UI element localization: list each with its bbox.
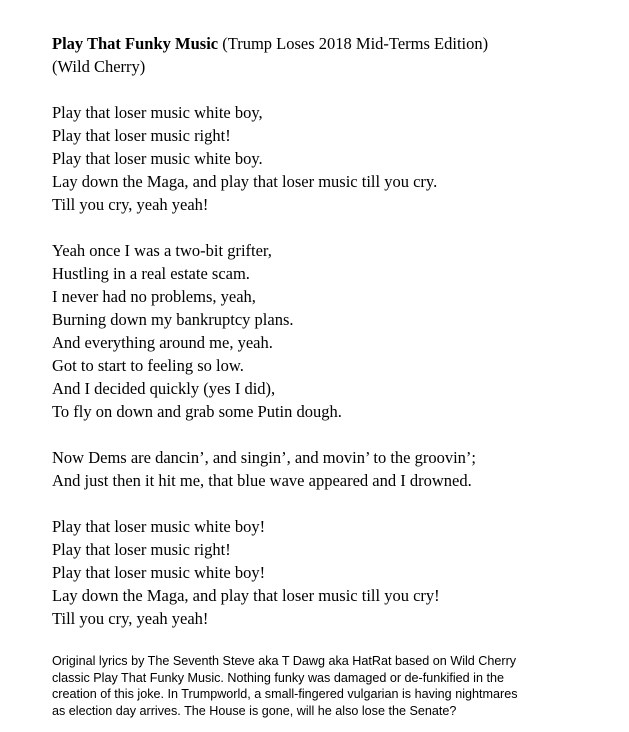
- lyric-line: Play that loser music white boy.: [52, 149, 263, 168]
- note-line: creation of this joke. In Trumpworld, a small-fingered vulgarian is having nightmares: [52, 687, 518, 701]
- song-edition: (Trump Loses 2018 Mid-Terms Edition): [218, 34, 489, 53]
- lyrics-block: [52, 32, 622, 630]
- lyric-line: And just then it hit me, that blue wave appeared and I drowned.: [52, 471, 472, 490]
- note-line: Original lyrics by The Seventh Steve aka T Dawg aka HatRat based on Wild Cherry: [52, 654, 517, 668]
- lyric-line: Play that loser music white boy,: [52, 103, 263, 122]
- lyric-line: Burning down my bankruptcy plans.: [52, 310, 294, 329]
- song-name: Play That Funky Music: [52, 34, 219, 53]
- lyric-line: To fly on down and grab some Putin dough.: [52, 402, 342, 421]
- stanza-2: [52, 239, 622, 423]
- stanza-3: [52, 446, 622, 492]
- attribution-note: [52, 653, 628, 719]
- lyric-line: I never had no problems, yeah,: [52, 287, 256, 306]
- lyric-line: Till you cry, yeah yeah!: [52, 609, 209, 628]
- lyric-line: Lay down the Maga, and play that loser music till you cry!: [52, 586, 440, 605]
- note-line: as election day arrives. The House is gone, will he also lose the Senate?: [52, 703, 457, 718]
- lyric-line: Now Dems are dancin’, and singin’, and movin’ to the groovin’;: [52, 448, 477, 467]
- lyric-line: Lay down the Maga, and play that loser music till you cry.: [52, 172, 438, 191]
- note-line: classic Play That Funky Music. Nothing funky was damaged or de-funkified in the: [52, 670, 504, 685]
- lyric-line: Yeah once I was a two-bit grifter,: [52, 241, 272, 260]
- stanza-1: [52, 101, 622, 216]
- song-title-block: [52, 32, 622, 78]
- stanza-4: [52, 515, 622, 630]
- lyric-line: Play that loser music white boy!: [52, 517, 266, 536]
- lyric-line: Play that loser music right!: [52, 126, 231, 145]
- lyric-line: Play that loser music white boy!: [52, 563, 266, 582]
- lyric-line: Hustling in a real estate scam.: [52, 264, 250, 283]
- lyric-line: Play that loser music right!: [52, 540, 231, 559]
- title-line: [52, 32, 622, 55]
- song-artist: (Wild Cherry): [52, 57, 146, 76]
- lyric-line: Got to start to feeling so low.: [52, 356, 244, 375]
- lyric-line: Till you cry, yeah yeah!: [52, 195, 209, 214]
- lyric-line: And everything around me, yeah.: [52, 333, 273, 352]
- lyric-line: And I decided quickly (yes I did),: [52, 379, 276, 398]
